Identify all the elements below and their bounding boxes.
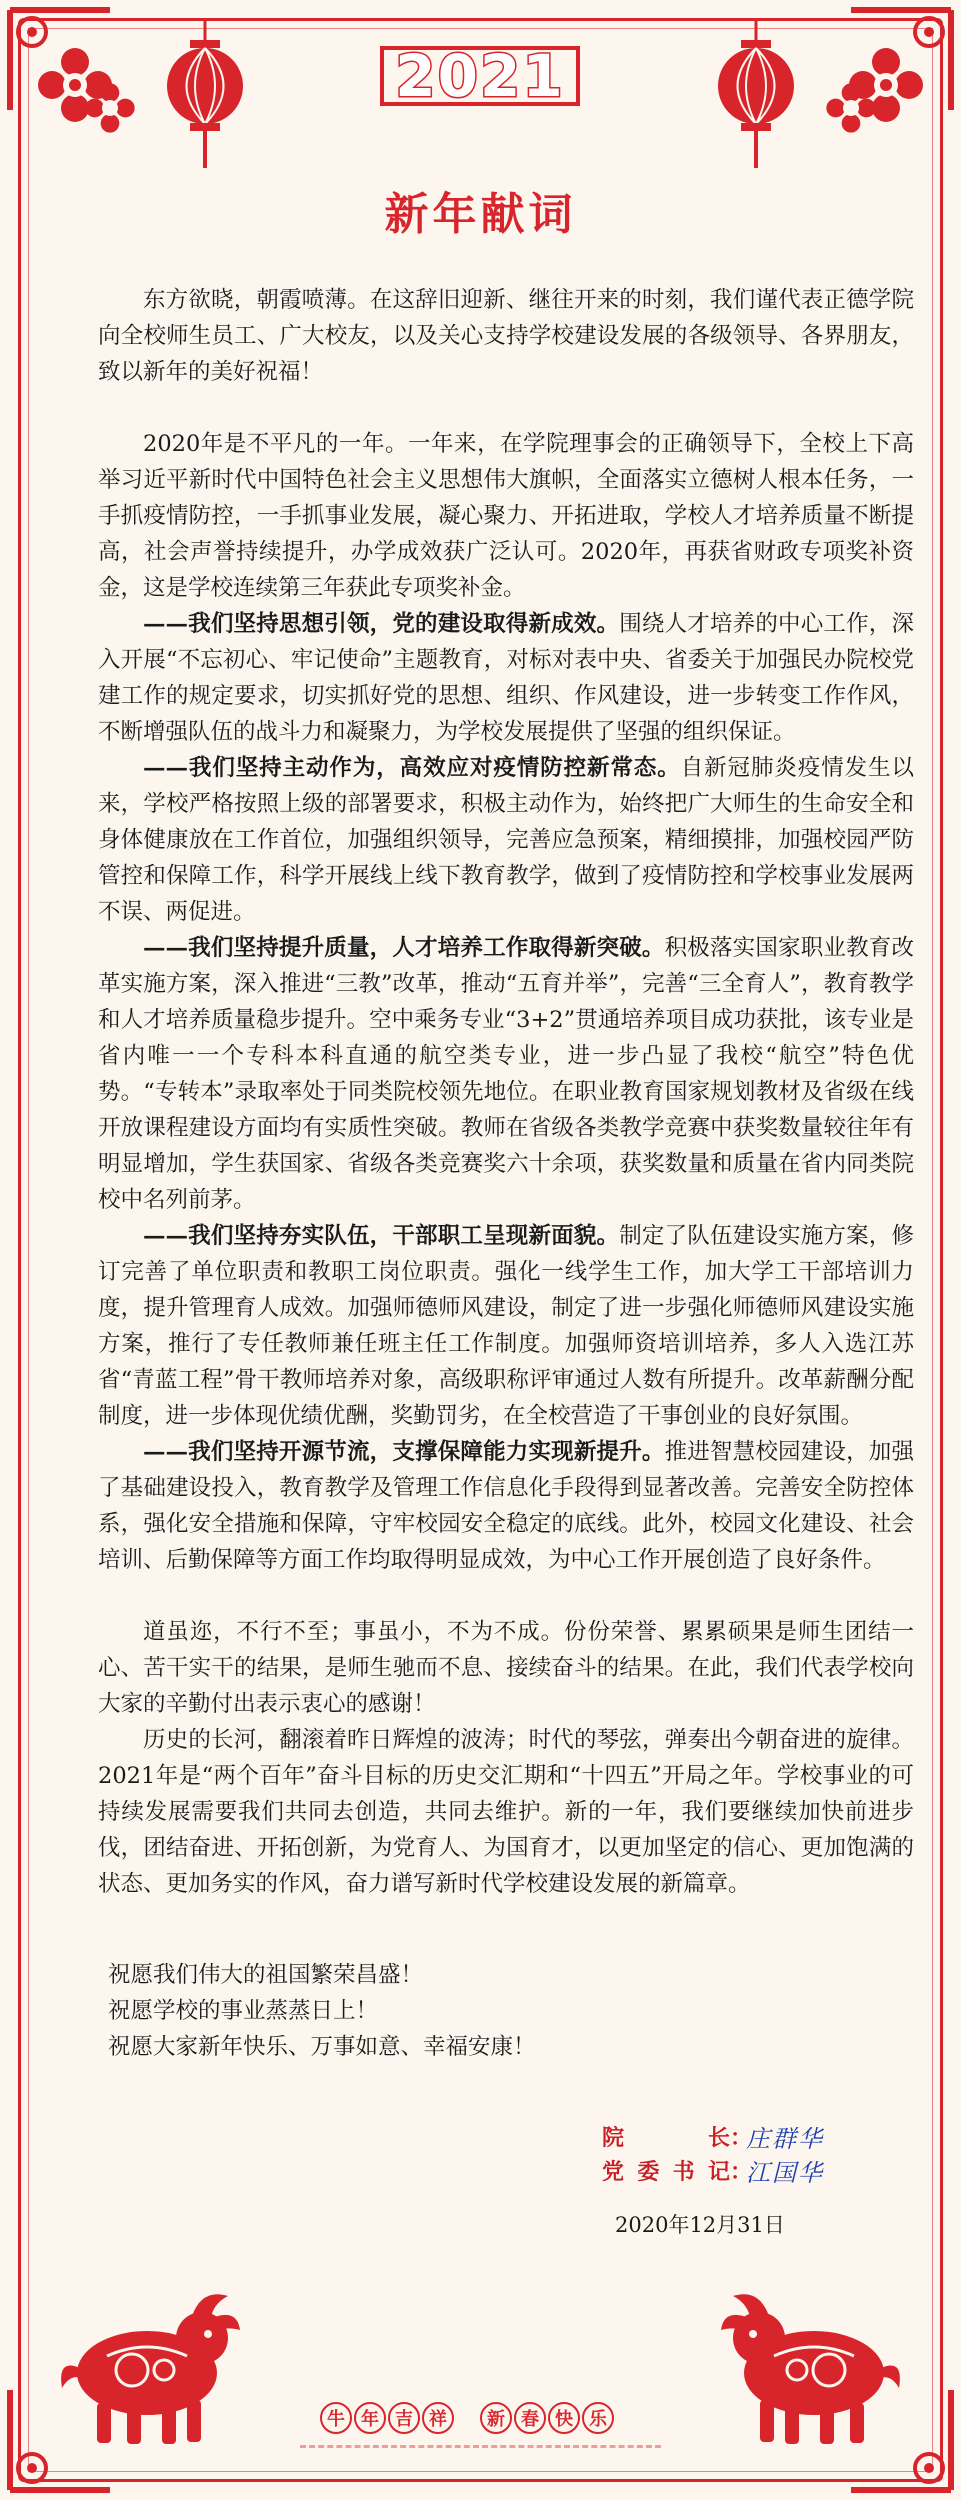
- paragraph-heading: ——我们坚持夯实队伍，干部职工呈现新面貌。: [143, 1223, 620, 1249]
- slogan-char: 快: [548, 2402, 580, 2434]
- paragraph-heading: ——我们坚持思想引领，党的建设取得新成效。: [143, 611, 620, 637]
- slogan-left: [320, 2402, 454, 2434]
- president-label: 院长: [602, 2126, 730, 2151]
- slogan-char: 吉: [388, 2402, 420, 2434]
- paragraph-heading: ——我们坚持提升质量，人才培养工作取得新突破。: [143, 935, 665, 961]
- paragraph-heading: ——我们坚持主动作为，高效应对疫情防控新常态。: [143, 755, 681, 781]
- paragraph: ——我们坚持思想引领，党的建设取得新成效。围绕人才培养的中心工作，深入开展“不忘初心、牢记使命”主题教育，对标对表中央、省委关于加强民办院校党建工作的规定要求，切实抓好党的思想、组织、作风建设，进一步转变工作作风，不断增强队伍的战斗力和凝聚力，为学校发展提供了坚强的组织保证。: [98, 611, 914, 745]
- slogan-right: [480, 2402, 614, 2434]
- wish-line: 祝愿我们伟大的祖国繁荣昌盛！: [108, 1962, 424, 1988]
- slogan-char: 乐: [582, 2402, 614, 2434]
- paragraph: 东方欲晓，朝霞喷薄。在这辞旧迎新、继往开来的时刻，我们谨代表正德学院向全校师生员工、广大校友，以及关心支持学校建设发展的各级领导、各界朋友，致以新年的美好祝福！: [98, 287, 914, 385]
- letter-date: 2020年12月31日: [615, 2213, 785, 2237]
- year-emblem: [380, 40, 580, 112]
- president-name: 庄群华: [746, 2125, 824, 2153]
- flower-icon: [821, 78, 881, 138]
- paragraph: ——我们坚持主动作为，高效应对疫情防控新常态。自新冠肺炎疫情发生以来，学校严格按照上级的部署要求，积极主动作为，始终把广大师生的生命安全和身体健康放在工作首位，加强组织领导，完善应急预案，精细摸排，加强校园严防管控和保障工作，科学开展线上线下教育教学，做到了疫情防控和学校事业发展两不误、两促进。: [98, 755, 914, 925]
- slogan-char: 新: [480, 2402, 512, 2434]
- slogan-char: 年: [354, 2402, 386, 2434]
- slogan-char: 春: [514, 2402, 546, 2434]
- letter-body: [98, 282, 914, 1902]
- paragraph: ——我们坚持开源节流，支撑保障能力实现新提升。推进智慧校园建设，加强了基础建设投入，教育教学及管理工作信息化手段得到显著改善。完善安全防控体系，强化安全措施和保障，守牢校园安全稳定的底线。此外，校园文化建设、社会培训、后勤保障等方面工作均取得明显成效，为中心工作开展创造了良好条件。: [98, 1439, 914, 1573]
- year-text: 2021: [395, 42, 565, 110]
- slogan-char: 祥: [422, 2402, 454, 2434]
- ox-papercut-icon: [52, 2278, 242, 2448]
- lantern-icon: [160, 20, 250, 170]
- flower-icon: [80, 78, 140, 138]
- paragraph: 道虽迩，不行不至；事虽小，不为不成。份份荣誉、累累硕果是师生团结一心、苦干实干的结果，是师生驰而不息、接续奋斗的结果。在此，我们代表学校向大家的辛勤付出表示衷心的感谢！: [98, 1619, 914, 1717]
- footer-slogans: [320, 2402, 614, 2434]
- paragraph: ——我们坚持夯实队伍，干部职工呈现新面貌。制定了队伍建设实施方案，修订完善了单位职责和教职工岗位职责。强化一线学生工作，加大学工干部培训力度，提升管理育人成效。加强师德师风建设，制定了进一步强化师德师风建设实施方案，推行了专任教师兼任班主任工作制度。加强师资培训培养，多人入选江苏省“青蓝工程”骨干教师培养对象，高级职称评审通过人数有所提升。改革薪酬分配制度，进一步体现优绩优酬，奖勤罚劣，在全校营造了干事创业的良好氛围。: [98, 1223, 914, 1429]
- wish-line: 祝愿学校的事业蒸蒸日上！: [108, 1998, 379, 2024]
- ox-papercut-icon: [719, 2278, 909, 2448]
- lantern-icon: [711, 20, 801, 170]
- secretary-label: 党委书记: [602, 2160, 730, 2185]
- paragraph: 历史的长河，翻滚着昨日辉煌的波涛；时代的琴弦，弹奏出今朝奋进的旋律。2021年是“两个百年”奋斗目标的历史交汇期和“十四五”开局之年。学校事业的可持续发展需要我们共同去创造，共同去维护。新的一年，我们要继续加快前进步伐，团结奋进、开拓创新，为党育人、为国育才，以更加坚定的信心、更加饱满的状态、更加务实的作风，奋力谱写新时代学校建设发展的新篇章。: [98, 1727, 914, 1897]
- slogan-char: 牛: [320, 2402, 352, 2434]
- page-title: 新年献词: [384, 189, 577, 240]
- signature-block: 院长 ： 庄群华 党委书记 ： 江国华: [602, 2122, 824, 2190]
- wishes-block: [108, 1957, 536, 2065]
- paragraph: 2020年是不平凡的一年。一年来，在学院理事会的正确领导下，全校上下高举习近平新时代中国特色社会主义思想伟大旗帜，全面落实立德树人根本任务，一手抓疫情防控，一手抓事业发展，凝心聚力、开拓进取，学校人才培养质量不断提高，社会声誉持续提升，办学成效获广泛认可。2020年，再获省财政专项奖补资金，这是学校连续第三年获此专项奖补金。: [98, 431, 914, 601]
- footer-divider: [300, 2445, 661, 2466]
- secretary-name: 江国华: [746, 2159, 824, 2187]
- wish-line: 祝愿大家新年快乐、万事如意、幸福安康！: [108, 2034, 536, 2060]
- paragraph: ——我们坚持提升质量，人才培养工作取得新突破。积极落实国家职业教育改革实施方案，深入推进“三教”改革，推动“五育并举”，完善“三全育人”，教育教学和人才培养质量稳步提升。空中乘务专业“3+2”贯通培养项目成功获批，该专业是省内唯一一个专科本科直通的航空类专业，进一步凸显了我校“航空”特色优势。“专转本”录取率处于同类院校领先地位。在职业教育国家规划教材及省级在线开放课程建设方面均有实质性突破。教师在省级各类教学竞赛中获奖数量较往年有明显增加，学生获国家、省级各类竞赛奖六十余项，获奖数量和质量在省内同类院校中名列前茅。: [98, 935, 914, 1213]
- paragraph-heading: ——我们坚持开源节流，支撑保障能力实现新提升。: [143, 1439, 665, 1465]
